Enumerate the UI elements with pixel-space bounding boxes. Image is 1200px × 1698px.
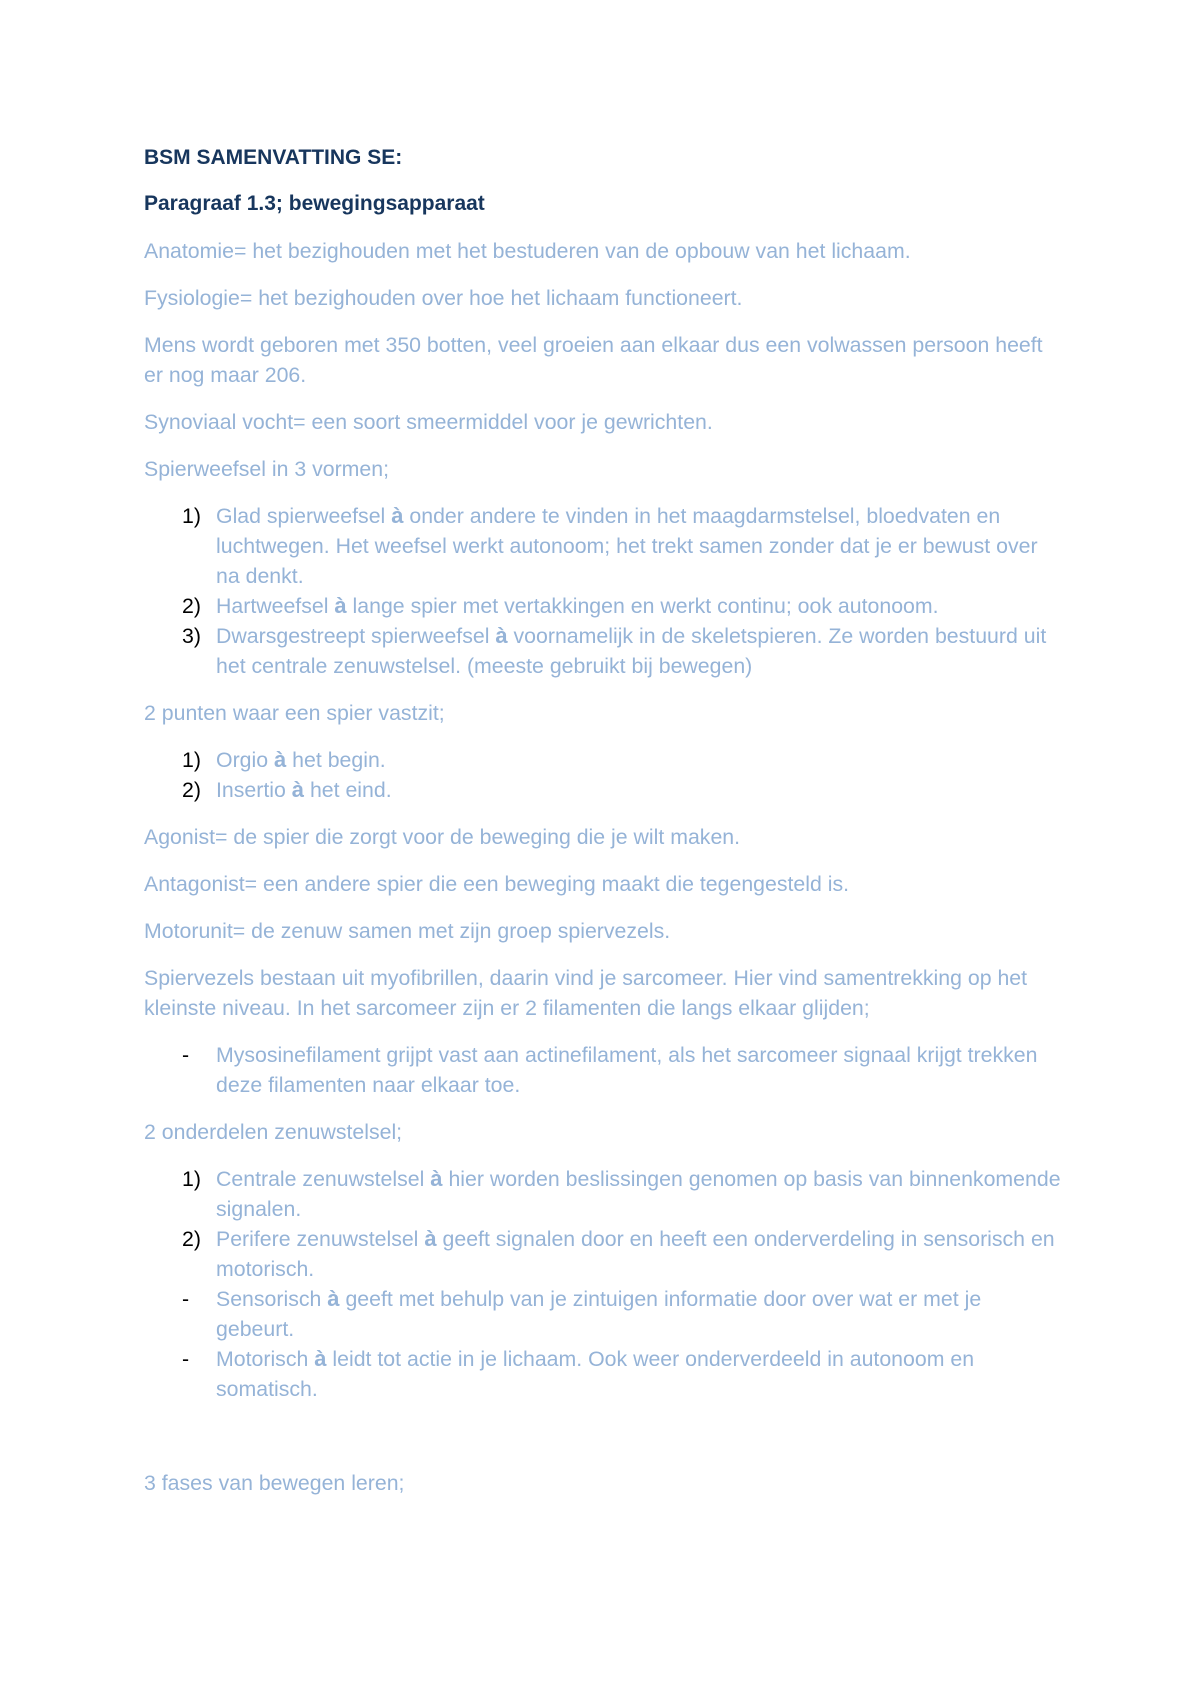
list-term: Sensorisch bbox=[216, 1287, 322, 1311]
arrow-glyph: à bbox=[314, 1346, 327, 1371]
list-spierweefsel bbox=[144, 501, 1064, 681]
list-term: Insertio bbox=[216, 778, 286, 802]
list-term: Motorisch bbox=[216, 1347, 309, 1371]
paragraph-agonist: Agonist= de spier die zorgt voor de beweging die je wilt maken. bbox=[144, 825, 741, 849]
list-marker: 3) bbox=[182, 624, 201, 648]
paragraph-zenuwstelsel: 2 onderdelen zenuwstelsel; bbox=[144, 1120, 403, 1144]
list-zenuwstelsel bbox=[144, 1164, 1064, 1404]
list-item bbox=[144, 1284, 1064, 1344]
list-text: Mysosinefilament grijpt vast aan actinefilament, als het sarcomeer signaal krijgt trekken deze filamenten naar elkaar toe. bbox=[216, 1043, 1038, 1097]
paragraph-spierweefsel: Spierweefsel in 3 vormen; bbox=[144, 457, 390, 481]
paragraph-spiervezels: Spiervezels bestaan uit myofibrillen, daarin vind je sarcomeer. Hier vind samentrekking op het kleinste niveau. In het sarcomeer zijn er 2 filamenten die langs elkaar glijden; bbox=[144, 966, 1028, 1020]
list-marker: - bbox=[182, 1287, 190, 1311]
list-marker: 2) bbox=[182, 594, 201, 618]
list-item bbox=[144, 501, 1064, 591]
list-item bbox=[144, 621, 1064, 681]
arrow-glyph: à bbox=[430, 1166, 443, 1191]
list-item bbox=[144, 1164, 1064, 1224]
list-text: geeft met behulp van je zintuigen informatie door over wat er met je gebeurt. bbox=[216, 1287, 982, 1341]
paragraph-antagonist: Antagonist= een andere spier die een beweging maakt die tegengesteld is. bbox=[144, 872, 850, 896]
list-text: lange spier met vertakkingen en werkt continu; ook autonoom. bbox=[352, 594, 939, 618]
list-text: voornamelijk in de skeletspieren. Ze worden bestuurd uit het centrale zenuwstelsel. (meeste gebruikt bij bewegen) bbox=[216, 624, 1047, 678]
list-item bbox=[144, 591, 1064, 621]
arrow-glyph: à bbox=[391, 503, 404, 528]
blank-line bbox=[144, 1421, 1064, 1468]
list-item bbox=[144, 775, 1064, 805]
arrow-glyph: à bbox=[327, 1286, 340, 1311]
list-marker: - bbox=[182, 1347, 190, 1371]
list-term: Orgio bbox=[216, 748, 269, 772]
list-term: Glad spierweefsel bbox=[216, 504, 386, 528]
list-marker: 1) bbox=[182, 1167, 201, 1191]
paragraph-botten: Mens wordt geboren met 350 botten, veel groeien aan elkaar dus een volwassen persoon heeft er nog maar 206. bbox=[144, 333, 1043, 387]
list-marker: 1) bbox=[182, 748, 201, 772]
arrow-glyph: à bbox=[424, 1226, 437, 1251]
list-item bbox=[144, 1344, 1064, 1404]
paragraph-anatomie: Anatomie= het bezighouden met het bestuderen van de opbouw van het lichaam. bbox=[144, 239, 911, 263]
list-item bbox=[144, 745, 1064, 775]
paragraph-motorunit: Motorunit= de zenuw samen met zijn groep spiervezels. bbox=[144, 919, 671, 943]
list-text: leidt tot actie in je lichaam. Ook weer onderverdeeld in autonoom en somatisch. bbox=[216, 1347, 975, 1401]
list-marker: 2) bbox=[182, 778, 201, 802]
paragraph-fases: 3 fases van bewegen leren; bbox=[144, 1471, 405, 1495]
paragraph-synoviaal: Synoviaal vocht= een soort smeermiddel voor je gewrichten. bbox=[144, 410, 713, 434]
arrow-glyph: à bbox=[274, 747, 287, 772]
list-text: het eind. bbox=[309, 778, 392, 802]
list-marker: 2) bbox=[182, 1227, 201, 1251]
arrow-glyph: à bbox=[291, 777, 305, 802]
list-term: Hartweefsel bbox=[216, 594, 329, 618]
list-item bbox=[144, 1040, 1064, 1100]
list-text: onder andere te vinden in het maagdarmstelsel, bloedvaten en luchtwegen. Het weefsel werkt autonoom; het trekt samen zonder dat je er bewust over na denkt. bbox=[216, 504, 1038, 588]
list-term: Perifere zenuwstelsel bbox=[216, 1227, 419, 1251]
list-filamenten bbox=[144, 1040, 1064, 1100]
document-page bbox=[144, 144, 1064, 1515]
list-item bbox=[144, 1224, 1064, 1284]
list-marker: 1) bbox=[182, 504, 201, 528]
list-term: Dwarsgestreept spierweefsel bbox=[216, 624, 490, 648]
arrow-glyph: à bbox=[495, 623, 508, 648]
list-text: het begin. bbox=[292, 748, 386, 772]
arrow-glyph: à bbox=[334, 593, 347, 618]
list-punten bbox=[144, 745, 1064, 805]
paragraph-punten: 2 punten waar een spier vastzit; bbox=[144, 701, 445, 725]
document-title: BSM SAMENVATTING SE: bbox=[144, 146, 403, 169]
list-marker: - bbox=[182, 1043, 190, 1067]
list-text: hier worden beslissingen genomen op basis van binnenkomende signalen. bbox=[216, 1167, 1061, 1221]
list-term: Centrale zenuwstelsel bbox=[216, 1167, 425, 1191]
section-heading: Paragraaf 1.3; bewegingsapparaat bbox=[144, 192, 485, 215]
list-text: geeft signalen door en heeft een onderverdeling in sensorisch en motorisch. bbox=[216, 1227, 1055, 1281]
paragraph-fysiologie: Fysiologie= het bezighouden over hoe het lichaam functioneert. bbox=[144, 286, 743, 310]
